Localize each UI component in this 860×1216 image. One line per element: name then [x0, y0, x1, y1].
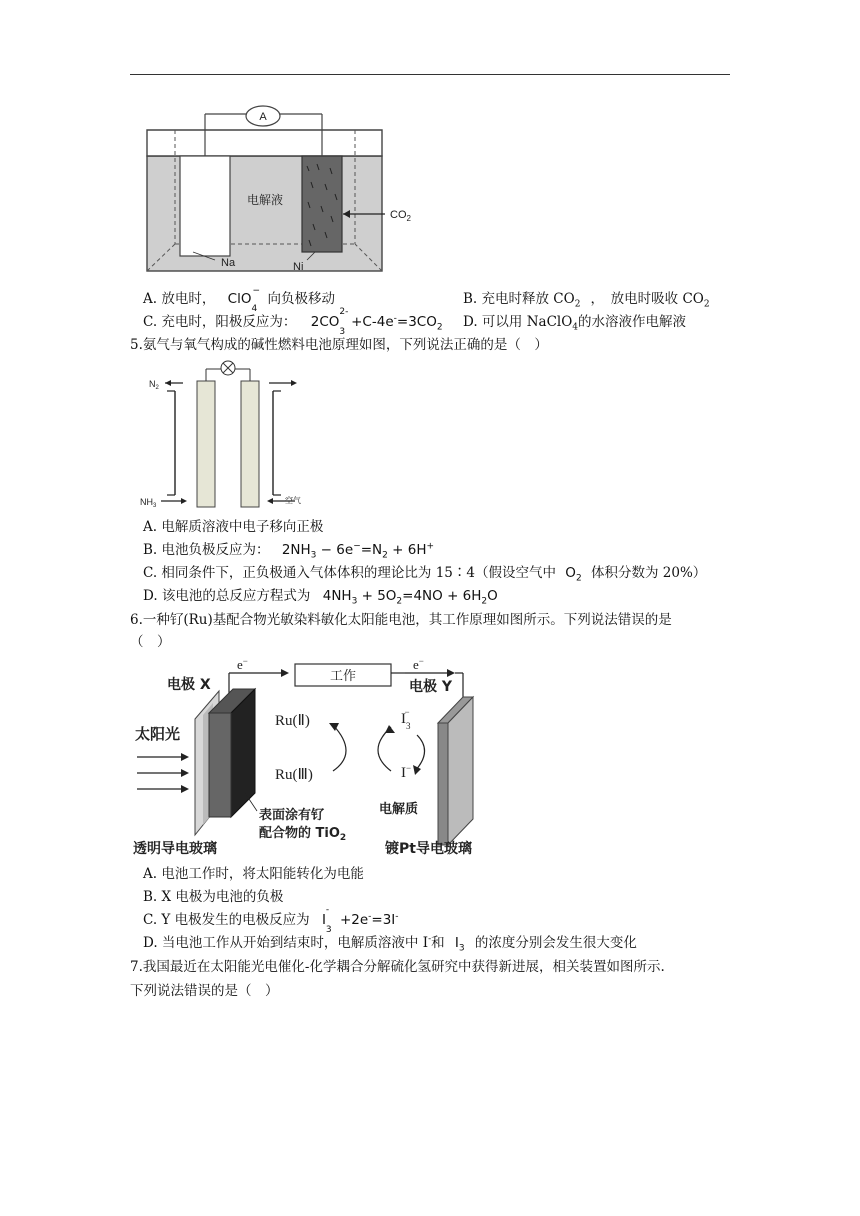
- triiodide-label: I: [401, 711, 406, 727]
- electron-right-label: e: [413, 657, 419, 672]
- q5-option-b: B. 电池负极反应为： $2NH_3 - 6e^-=N_2 + 6H^+$: [143, 541, 435, 561]
- q6-option-a: A. 电池工作时，将太阳能转化为电能: [143, 866, 364, 882]
- q7-stem-line2: 下列说法错误的是（ ）: [130, 983, 279, 999]
- air-label: 空气: [285, 496, 301, 505]
- coating-label-line1: 表面涂有钌: [259, 808, 325, 823]
- svg-text:I3−: $I_3-$: [401, 707, 411, 731]
- nh3-label: NH: [140, 497, 153, 507]
- svg-text:N2: $N_2$: [149, 379, 159, 391]
- svg-text:配合物的 TiO2: 配合物的 TiO$_2$: [259, 826, 347, 843]
- electrolyte-label-q6: 电解质: [379, 802, 419, 817]
- ni-electrode-label: Ni: [293, 261, 304, 273]
- fuel-cell-diagram-nh3-o2: [135, 357, 305, 515]
- q4-option-d: D. 可以用 NaClO$_4$的水溶液作电解液: [463, 314, 687, 333]
- iodide-label: I: [401, 765, 406, 781]
- q4-option-a: A. 放电时， ClO − $_4$ 向负极移动: [143, 286, 335, 314]
- q4-option-b: B. 充电时释放 $CO_2$ ， 放电时吸收 $CO_2$: [463, 291, 710, 310]
- ru2-label: Ru(Ⅱ): [275, 713, 310, 729]
- q6-stem-line2: （ ）: [130, 634, 171, 650]
- work-box-label: 工作: [329, 669, 357, 684]
- q5-stem: 5.氨气与氧气构成的碱性燃料电池原理如图，下列说法正确的是（ ）: [130, 337, 548, 353]
- q6-option-b: B. X 电极为电池的负极: [143, 889, 284, 905]
- ru3-label: Ru(Ⅲ): [275, 767, 313, 783]
- dye-sensitized-solar-cell-diagram: [133, 653, 503, 860]
- coating-label-line2: 配合物的 TiO: [259, 826, 340, 841]
- n2-label: N: [149, 379, 156, 389]
- ammeter-label: A: [259, 111, 267, 123]
- battery-diagram-na-co2: [145, 104, 425, 276]
- q5-option-a: A. 电解质溶液中电子移向正极: [143, 519, 324, 535]
- transparent-glass-label: 透明导电玻璃: [133, 841, 217, 857]
- svg-text:e−: e−: [413, 656, 424, 672]
- sunlight-label: 太阳光: [135, 725, 181, 743]
- electrode-y-label: 电极 Y: [409, 679, 453, 695]
- q6-option-d: D. 当电池工作从开始到结束时，电解质溶液中 I-和 $I_3$ 的浓度分别会发生很大变化: [143, 934, 637, 954]
- na-electrode-label: Na: [221, 257, 236, 269]
- header-rule: [130, 74, 730, 75]
- co2-label: CO: [390, 209, 407, 221]
- electrolyte-label: 电解液: [246, 193, 284, 207]
- electrode-x-label: 电极 X: [167, 677, 211, 693]
- q6-stem-line1: 6.一种钌(Ru)基配合物光敏染料敏化太阳能电池，其工作原理如图所示。下列说法错误的是: [130, 612, 672, 628]
- svg-text:e−: e−: [237, 656, 248, 672]
- q5-option-c: C. 相同条件下，正负极通入气体体积的理论比为 15∶4（假设空气中 $O_2$ 体积分数为 20%）: [143, 565, 707, 584]
- svg-text:CO2: $CO_2$: [390, 209, 411, 223]
- q6-option-c: C. Y 电极发生的电极反应为 I - $_3$ +2e-=3I-: [143, 905, 399, 935]
- q7-stem-line1: 7.我国最近在太阳能光电催化-化学耦合分解硫化氢研究中获得新进展，相关装置如图所示.: [130, 959, 665, 975]
- electron-left-label: e: [237, 657, 243, 672]
- q5-option-d: D. 该电池的总反应方程式为 $4NH_3 + 5O_2=4NO + 6H_2O$: [143, 588, 498, 607]
- svg-text:I−: I−: [401, 763, 412, 781]
- svg-text:NH3: $NH_3$: [140, 497, 157, 509]
- pt-glass-label: 镀Pt导电玻璃: [385, 841, 472, 857]
- q4-option-c: C. 充电时，阳极反应为： 2CO 2- $_3+C-4e^-=3CO_2$: [143, 307, 443, 337]
